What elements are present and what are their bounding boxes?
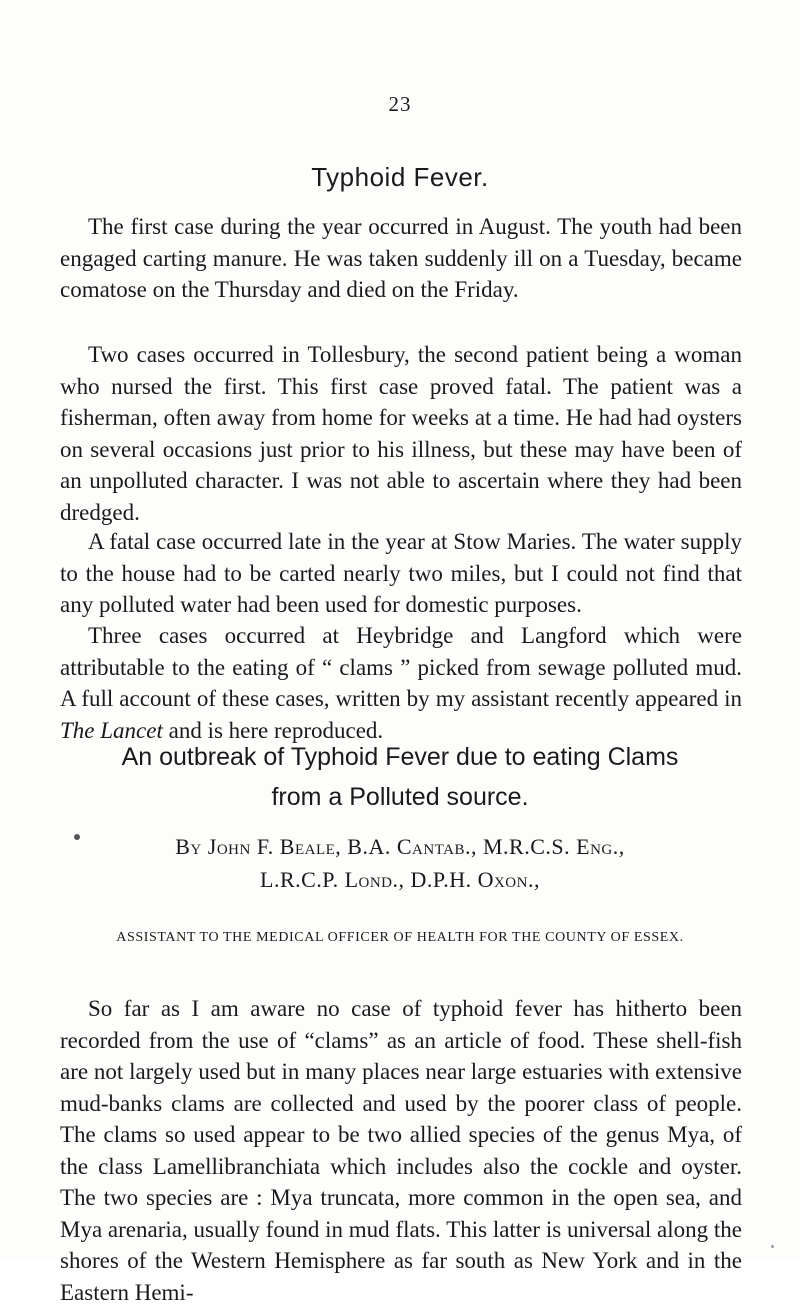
- print-speck: [771, 1245, 774, 1248]
- section-title: Typhoid Fever.: [311, 162, 489, 192]
- paragraph-tollesbury: Two cases occurred in Tollesbury, the second patient being a woman who nursed the first. This first case proved fatal. The patient was a fisherman, often away from home for weeks at a time. He had had oysters on several occasions just prior to his illness, but these may have been of an unpolluted character. I was not able to ascertain where they had been dredged.: [60, 342, 742, 525]
- byline-line-2: L.R.C.P. Lond., D.P.H. Oxon.,: [260, 867, 540, 892]
- article-title-line-2: from a Polluted source.: [271, 783, 529, 811]
- paragraph-heybridge: [60, 620, 742, 746]
- article-body-paragraph: So far as I am aware no case of typhoid fever has hitherto been recorded from the use of “clams” as an article of food. These shell-fish are not largely used but in many places near large estuaries with extensive mud-banks clams are collected and used by the poorer class of people. The clams so used appear to be two allied species of the genus Mya, of the class Lamellibranchiata which includes also the cockle and oyster. The two species are : Mya truncata, more common in the open sea, and Mya arenaria, usually found in mud flats. This latter is universal along the shores of the Western Hemisphere as far south as New York and in the Eastern Hemi-: [60, 996, 742, 1305]
- author-byline: [0, 830, 800, 896]
- author-affiliation: ASSISTANT TO THE MEDICAL OFFICER OF HEALTH FOR THE COUNTY OF ESSEX.: [116, 930, 684, 945]
- paragraph-heybridge-text: Three cases occurred at Heybridge and Langford which were attributable to the eating of “ clams ” picked from sewage polluted mud. A full account of these cases, written by my assistant recently appeared in: [60, 623, 742, 711]
- article-title-line-1: An outbreak of Typhoid Fever due to eating Clams: [121, 743, 679, 771]
- paragraph-heybridge-ending: and is here reproduced.: [162, 717, 384, 743]
- page-number: 23: [388, 92, 412, 116]
- byline-line-1: By John F. Beale, B.A. Cantab., M.R.C.S. Eng.,: [175, 834, 625, 859]
- paragraph-stow-maries: A fatal case occurred late in the year at Stow Maries. The water supply to the house had to be carted nearly two miles, but I could not find that any polluted water had been used for domestic purposes.: [60, 529, 742, 617]
- article-title: [0, 737, 800, 817]
- paragraph-first-case: The first case during the year occurred in August. The youth had been engaged carting manure. He was taken suddenly ill on a Tuesday, became comatose on the Thursday and died on the Friday.: [60, 214, 742, 302]
- journal-name: The Lancet: [60, 717, 163, 743]
